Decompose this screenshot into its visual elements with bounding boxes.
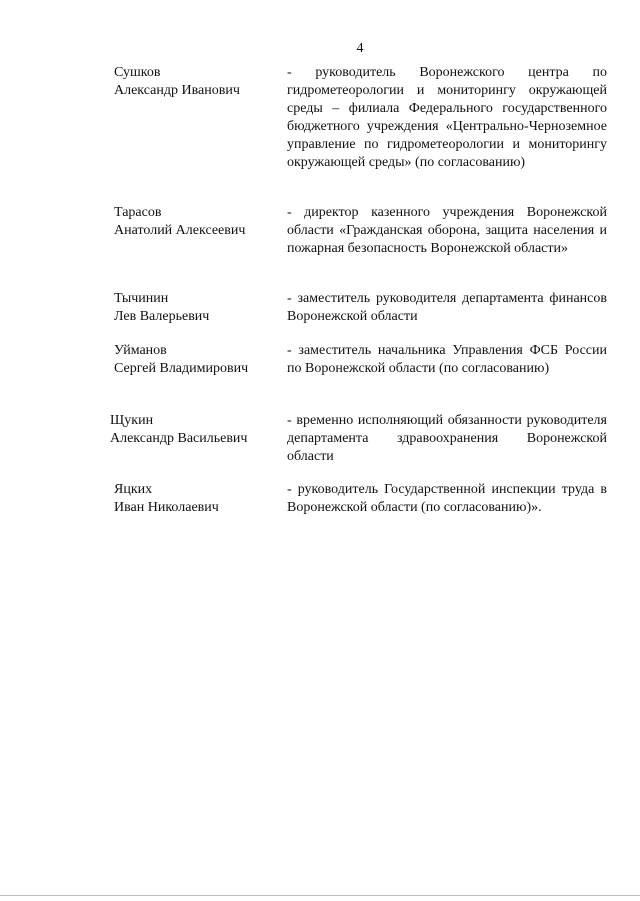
- role-text: - руководитель Воронежского центра по гидрометеорологии и мониторингу окружающей среды – филиала Федерального государственного бюджетного учреждения «Центрально-Черноземное управление по гидрометеорологии и мониторингу окружающей среды» (по согласованию): [287, 65, 607, 170]
- surname: Щукин: [110, 413, 154, 428]
- role-text: - временно исполняющий обязанности руководителя департамента здравоохранения Воронежской области: [287, 413, 607, 464]
- person-name: [114, 342, 274, 378]
- given-names: Лев Валерьевич: [114, 309, 210, 324]
- person-name: [114, 204, 274, 240]
- person-role: [287, 290, 607, 326]
- person-name: [114, 64, 274, 100]
- person-role: [287, 412, 607, 466]
- given-names: Анатолий Алексеевич: [114, 223, 246, 238]
- role-text: - директор казенного учреждения Воронежской области «Гражданская оборона, защита населения и пожарная безопасность Воронежской области»: [287, 205, 607, 256]
- person-role: [287, 342, 607, 378]
- person-name: [110, 412, 270, 448]
- role-text: - заместитель начальника Управления ФСБ России по Воронежской области (по согласованию): [287, 343, 607, 376]
- given-names: Александр Васильевич: [110, 431, 248, 446]
- surname: Яцких: [114, 482, 153, 497]
- surname: Тычинин: [114, 291, 169, 306]
- role-text: - заместитель руководителя департамента финансов Воронежской области: [287, 291, 607, 324]
- surname: Тарасов: [114, 205, 162, 220]
- role-text: - руководитель Государственной инспекции труда в Воронежской области (по согласованию)».: [287, 482, 607, 515]
- person-role: [287, 204, 607, 258]
- surname: Уйманов: [114, 343, 167, 358]
- given-names: Сергей Владимирович: [114, 361, 249, 376]
- given-names: Александр Иванович: [114, 83, 240, 98]
- person-role: [287, 64, 607, 172]
- person-name: [114, 290, 274, 326]
- surname: Сушков: [114, 65, 161, 80]
- person-role: [287, 481, 607, 517]
- scan-edge-divider: [0, 895, 640, 896]
- given-names: Иван Николаевич: [114, 500, 219, 515]
- person-name: [114, 481, 274, 517]
- page-number: 4: [356, 41, 364, 56]
